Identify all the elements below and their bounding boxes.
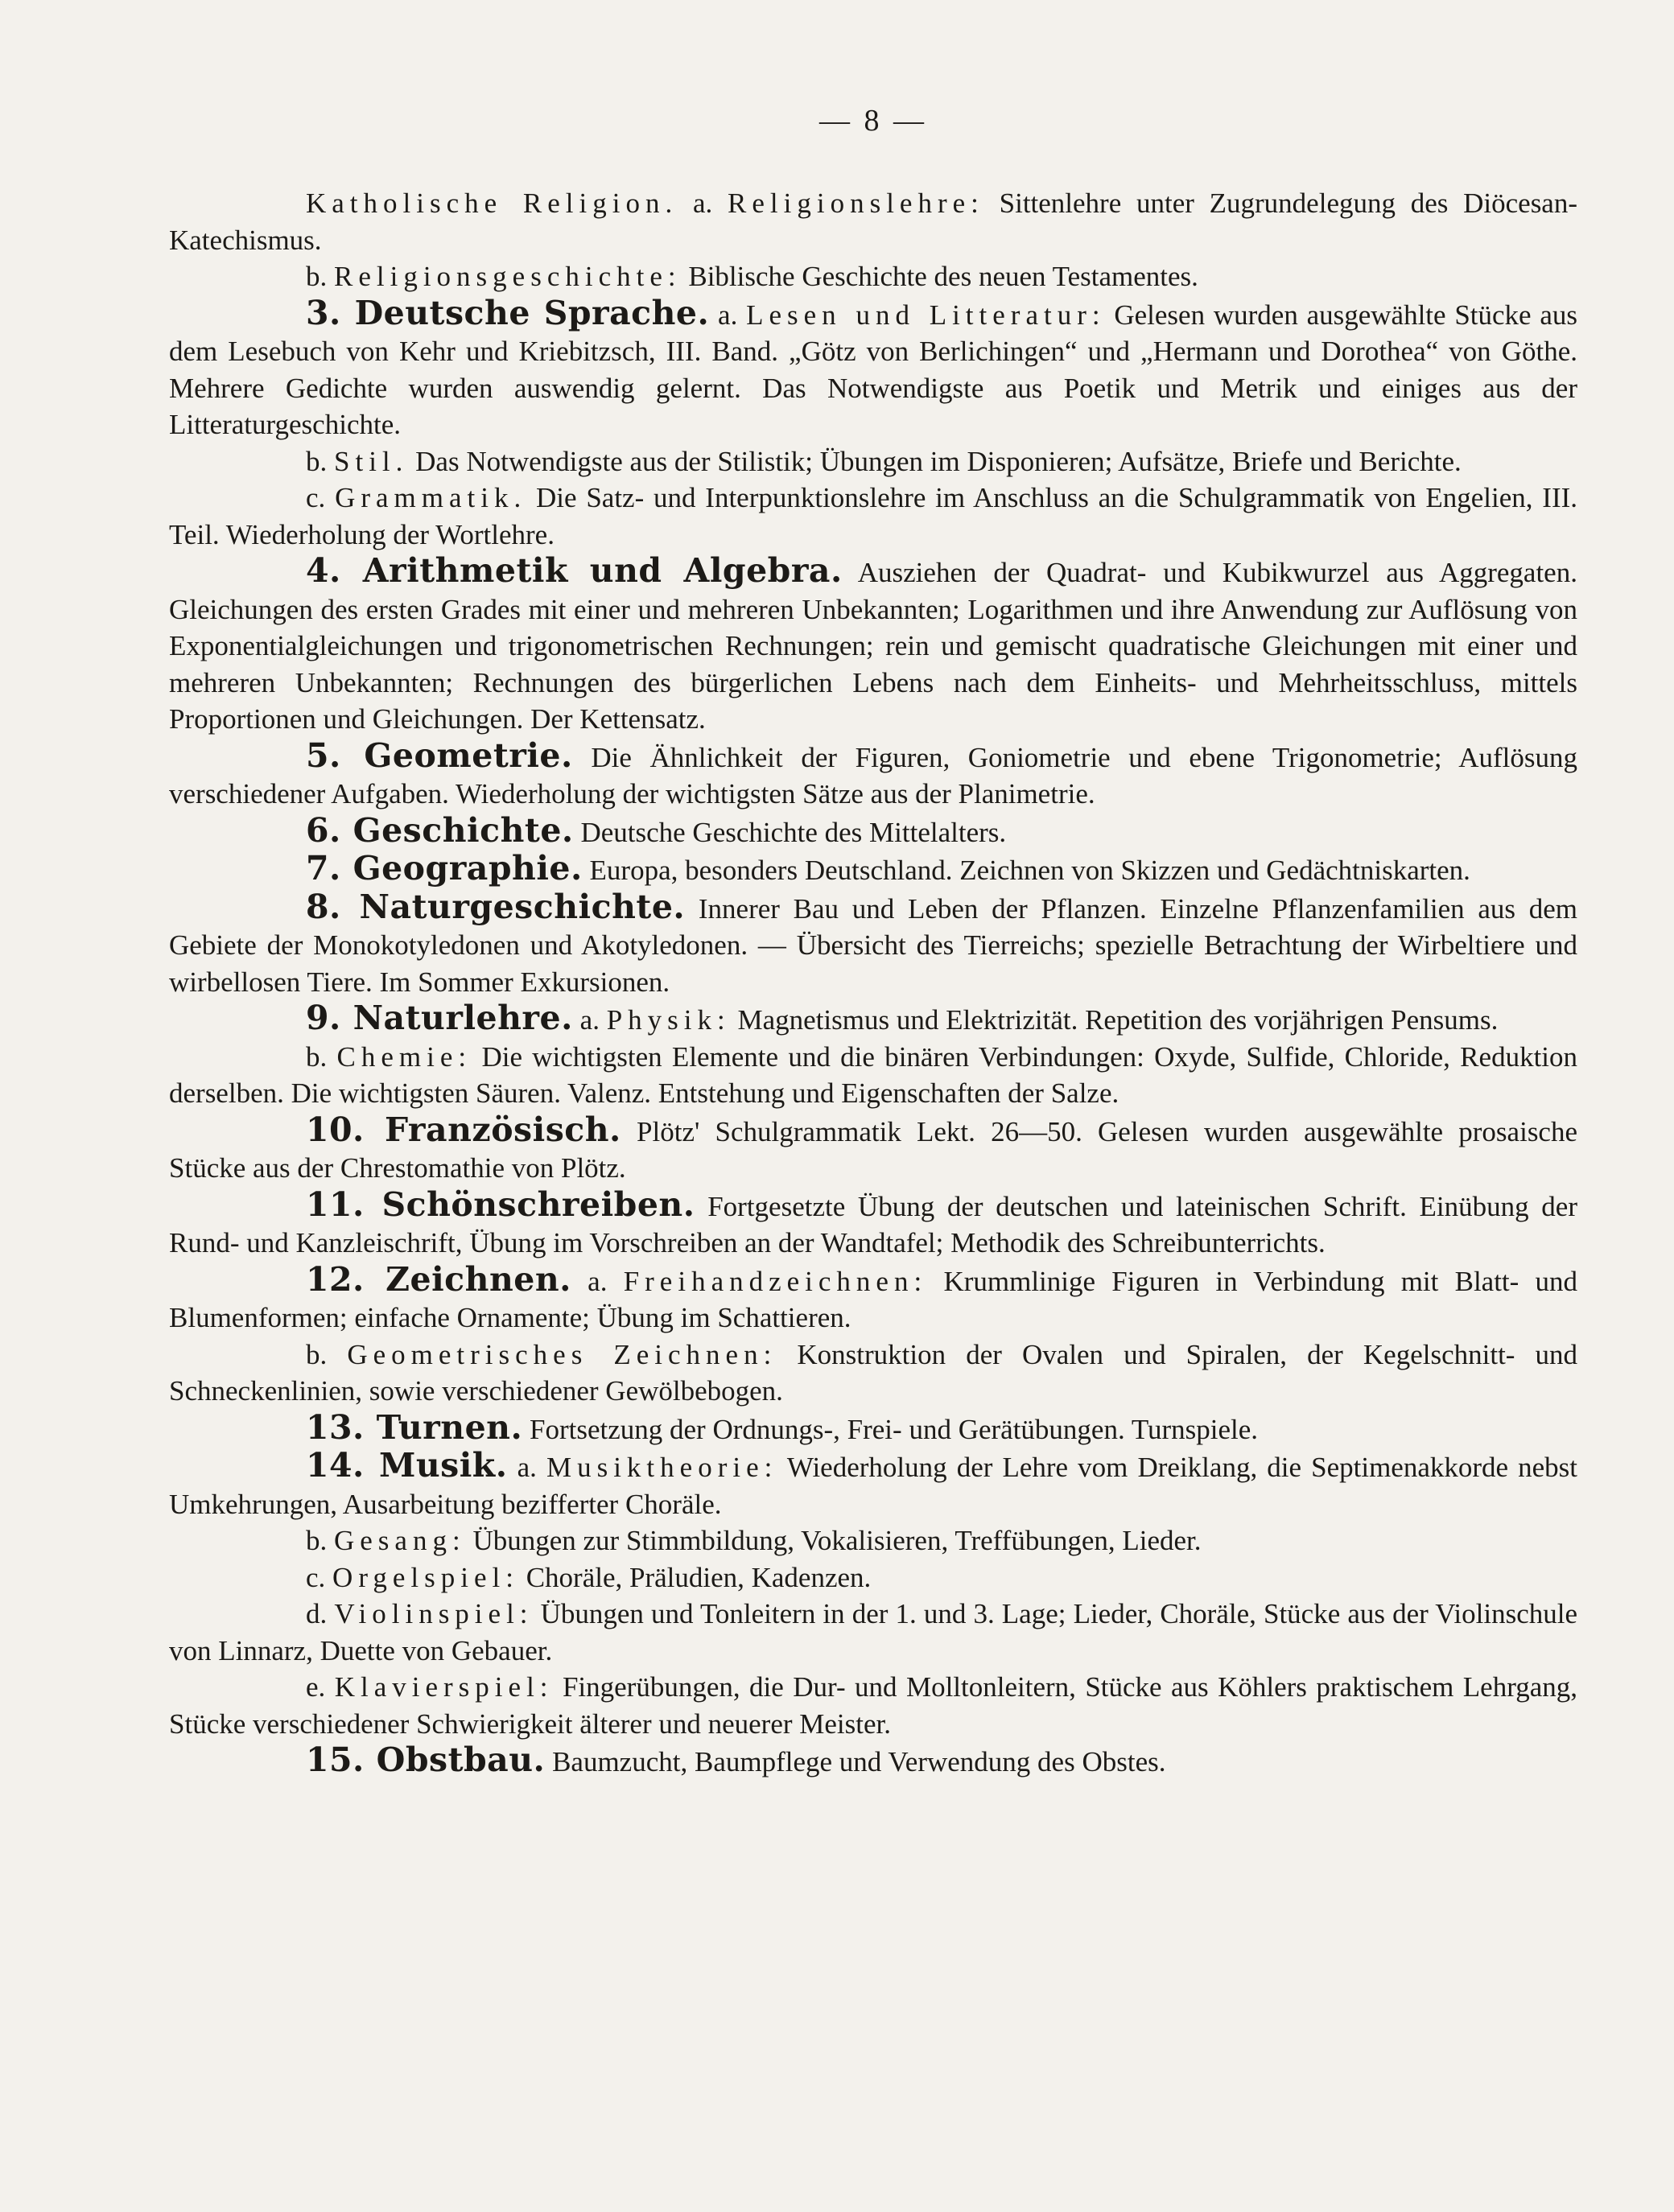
deutsch-heading: 3. Deutsche Sprache. <box>306 293 710 332</box>
naturgeschichte-section <box>169 889 1577 1001</box>
musik-c-title: Orgelspiel: <box>332 1561 519 1593</box>
deutsch-b <box>169 443 1577 480</box>
schoenschreiben-text: Fortgesetzte Übung der deutschen und lateinischen Schrift. Einübung der Rund- und Kanzleischrift, Übung im Vorschreiben an der Wandtafel; Methodik des Schreibunterrichts. <box>169 1190 1577 1258</box>
naturlehre-a-label: a. <box>579 1004 600 1036</box>
musik-b-title: Gesang: <box>334 1525 466 1556</box>
religion-b-label: b. <box>306 261 328 292</box>
page-number: — 8 — <box>819 104 927 138</box>
turnen-section <box>169 1407 1577 1448</box>
religion-a-text: Sittenlehre unter Zugrundelegung des Diöcesan-Katechismus. <box>169 187 1577 256</box>
zeichnen-a-label: a. <box>588 1265 608 1297</box>
zeichnen-heading: 12. Zeichnen. <box>306 1259 571 1299</box>
religion-a <box>169 185 1577 258</box>
arithmetik-text: Ausziehen der Quadrat- und Kubikwurzel aus Aggregaten. Gleichungen des ersten Grades mit einer und mehreren Unbekannten; Logarithmen und ihre Anwendung zur Auflösung von Exponentialgleichungen und trigonometrischen Rechnungen; rein und gemischt quadratische Gleichungen mit einer und mehreren Unbekannten; Rechnungen des bürgerlichen Lebens nach dem Einheits- und Mehrheitsschluss, mittels Proportionen und Gleichungen. Der Kettensatz. <box>169 557 1577 735</box>
franzoesisch-section <box>169 1112 1577 1187</box>
religion-b-title: Religionsgeschichte: <box>334 261 682 292</box>
naturlehre-b <box>169 1039 1577 1112</box>
franzoesisch-heading: 10. Französisch. <box>306 1110 621 1149</box>
deutsch-a-title: Lesen und Litteratur: <box>746 299 1106 331</box>
franzoesisch-text: Plötz' Schulgrammatik Lekt. 26—50. Gelesen wurden ausgewählte prosaische Stücke aus der Chrestomathie von Plötz. <box>169 1115 1578 1184</box>
geschichte-heading: 6. Geschichte. <box>306 810 574 850</box>
geographie-section <box>169 851 1577 889</box>
musik-d-label: d. <box>306 1598 328 1629</box>
arithmetik-section <box>169 553 1577 738</box>
arithmetik-heading: 4. Arithmetik und Algebra. <box>306 551 843 590</box>
naturlehre-a-text: Magnetismus und Elektrizität. Repetition des vorjährigen Pensums. <box>737 1004 1499 1036</box>
deutsch-b-label: b. <box>306 445 328 477</box>
musik-b <box>169 1522 1577 1559</box>
geschichte-text: Deutsche Geschichte des Mittelalters. <box>580 816 1007 848</box>
musik-a <box>169 1448 1577 1522</box>
deutsch-c-label: c. <box>306 482 326 513</box>
geometrie-text: Die Ähnlichkeit der Figuren, Goniometrie und ebene Trigonometrie; Auflösung verschiedener Aufgaben. Wiederholung der wichtigsten Sätze aus der Planimetrie. <box>169 741 1577 809</box>
musik-b-label: b. <box>306 1525 328 1556</box>
schoenschreiben-section <box>169 1184 1577 1262</box>
obstbau-section <box>169 1742 1577 1781</box>
musik-e-text: Fingerübungen, die Dur- und Molltonleitern, Stücke aus Köhlers praktischem Lehrgang, Stücke verschiedener Schwierigkeit älterer und neuerer Meister. <box>169 1671 1578 1740</box>
deutsch-a-text: Gelesen wurden ausgewählte Stücke aus dem Lesebuch von Kehr und Kriebitzsch, III. Band. „Götz von Berlichingen“ und „Hermann und Dorothea“ von Göthe. Mehrere Gedichte wurden auswendig gelernt. Das Notwendigste aus Poetik und Metrik und einiges aus der Litteraturgeschichte. <box>169 299 1577 440</box>
zeichnen-a-title: Freihandzeichnen: <box>623 1265 928 1297</box>
zeichnen-a <box>169 1259 1578 1337</box>
schoenschreiben-heading: 11. Schönschreiben. <box>306 1184 695 1224</box>
religion-a-title: Religionslehre: <box>728 187 984 219</box>
musik-e <box>169 1669 1577 1742</box>
religion-intro: Katholische Religion. <box>306 187 678 219</box>
musik-c <box>169 1559 1577 1596</box>
naturlehre-a-title: Physik: <box>606 1004 731 1036</box>
turnen-text: Fortsetzung der Ordnungs-, Frei- und Gerätübungen. Turnspiele. <box>530 1413 1259 1445</box>
zeichnen-b-title: Geometrisches Zeichnen: <box>347 1338 777 1370</box>
musik-a-label: a. <box>517 1452 537 1483</box>
geographie-heading: 7. Geographie. <box>306 849 583 888</box>
geometrie-heading: 5. Geometrie. <box>306 735 573 775</box>
musik-c-label: c. <box>306 1561 326 1593</box>
naturlehre-b-label: b. <box>306 1040 328 1073</box>
musik-a-title: Musiktheorie: <box>546 1452 778 1483</box>
turnen-heading: 13. Turnen. <box>306 1407 523 1447</box>
naturgeschichte-heading: 8. Naturgeschichte. <box>306 887 686 926</box>
deutsch-c-title: Grammatik. <box>335 482 527 513</box>
musik-d-title: Violinspiel: <box>334 1598 534 1629</box>
deutsch-b-title: Stil. <box>334 445 409 477</box>
deutsch-a <box>169 295 1577 443</box>
zeichnen-a-text: Krummlinige Figuren in Verbindung mit Blatt- und Blumenformen; einfache Ornamente; Übung im Schattieren. <box>169 1265 1578 1333</box>
zeichnen-b <box>169 1337 1577 1410</box>
naturgeschichte-text: Innerer Bau und Leben der Pflanzen. Einzelne Pflanzenfamilien aus dem Gebiete der Monokotyledonen und Akotyledonen. — Übersicht des Tierreichs; spezielle Betrachtung der Wirbeltiere und wirbellosen Tiere. Im Sommer Exkursionen. <box>169 892 1577 998</box>
naturlehre-heading: 9. Naturlehre. <box>306 999 573 1037</box>
deutsch-c-text: Die Satz- und Interpunktionslehre im Anschluss an die Schulgrammatik von Engelien, III. Teil. Wiederholung der Wortlehre. <box>169 482 1578 550</box>
geschichte-section <box>169 810 1577 851</box>
musik-a-text: Wiederholung der Lehre vom Dreiklang, die Septimenakkorde nebst Umkehrungen, Ausarbeitung bezifferter Choräle. <box>169 1452 1578 1520</box>
naturlehre-b-title: Chemie: <box>336 1040 472 1073</box>
naturlehre-a <box>169 1000 1577 1039</box>
geographie-text: Europa, besonders Deutschland. Zeichnen von Skizzen und Gedächtniskarten. <box>589 855 1470 886</box>
geometrie-section <box>169 735 1577 813</box>
deutsch-b-text: Das Notwendigste aus der Stilistik; Übungen im Disponieren; Aufsätze, Briefe und Berichte. <box>415 445 1462 477</box>
religion-a-label: a. <box>692 187 713 219</box>
musik-b-text: Übungen zur Stimmbildung, Vokalisieren, Treffübungen, Lieder. <box>472 1525 1202 1556</box>
musik-e-label: e. <box>306 1671 326 1703</box>
obstbau-text: Baumzucht, Baumpflege und Verwendung des Obstes. <box>552 1746 1166 1777</box>
religion-b-text: Biblische Geschichte des neuen Testamentes. <box>688 261 1198 292</box>
document-body <box>169 185 1577 1781</box>
obstbau-heading: 15. Obstbau. <box>306 1740 546 1779</box>
zeichnen-b-text: Konstruktion der Ovalen und Spiralen, der Kegelschnitt- und Schneckenlinien, sowie verschiedener Gewölbebogen. <box>169 1338 1578 1407</box>
musik-d-text: Übungen und Tonleitern in der 1. und 3. Lage; Lieder, Choräle, Stücke aus der Violinschule von Linnarz, Duette von Gebauer. <box>169 1598 1577 1666</box>
deutsch-a-label: a. <box>718 299 738 331</box>
musik-d <box>169 1596 1577 1669</box>
zeichnen-b-label: b. <box>306 1338 328 1370</box>
musik-e-title: Klavierspiel: <box>334 1671 554 1703</box>
musik-c-text: Choräle, Präludien, Kadenzen. <box>526 1561 872 1593</box>
deutsch-c <box>169 480 1577 553</box>
religion-b <box>169 258 1577 295</box>
musik-heading: 14. Musik. <box>306 1446 508 1485</box>
naturlehre-b-text: Die wichtigsten Elemente und die binären Verbindungen: Oxyde, Sulfide, Chloride, Reduktion derselben. Die wichtigsten Säuren. Valenz. Entstehung und Eigenschaften der Salze. <box>169 1040 1578 1109</box>
